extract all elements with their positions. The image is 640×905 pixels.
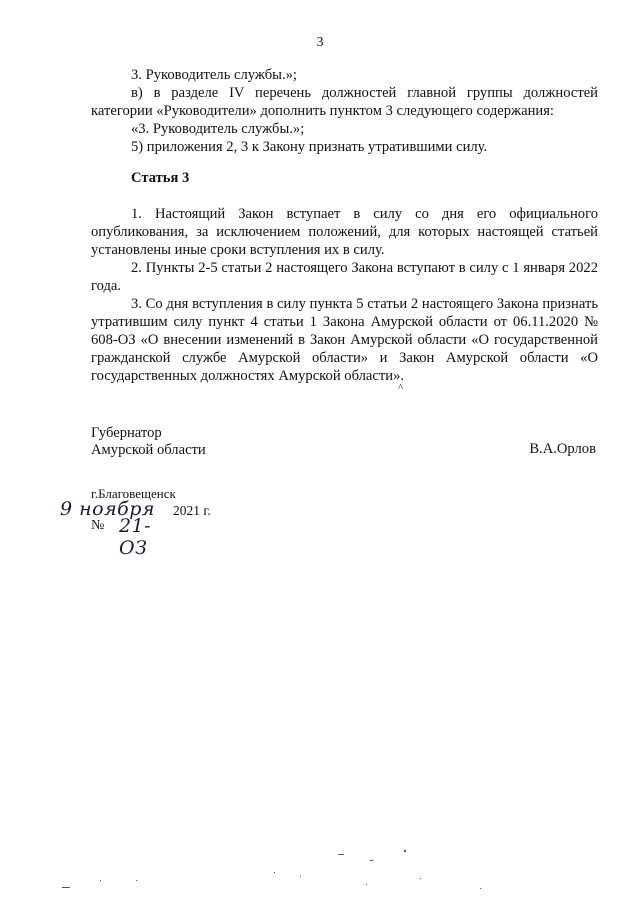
signatory-title-line-2: Амурской области bbox=[91, 442, 206, 458]
signatory-name: В.А.Орлов bbox=[529, 441, 596, 457]
handwritten-law-number: 21-ОЗ bbox=[119, 515, 152, 559]
handwritten-date: 9 ноября bbox=[60, 498, 156, 520]
continuation-line-2: в) в разделе IV перечень должностей главной группы должностей категории «Руководители» дополнить пунктом 3 следующего содержания: bbox=[91, 85, 598, 119]
number-sign: № bbox=[91, 518, 105, 533]
page-number: 3 bbox=[316, 35, 324, 50]
law-number-line bbox=[91, 515, 152, 559]
continuation-line-3: «3. Руководитель службы.»; bbox=[131, 121, 305, 137]
scan-specks bbox=[0, 840, 640, 900]
article-paragraph-2: 2. Пункты 2-5 статьи 2 настоящего Закона вступают в силу с 1 января 2022 года. bbox=[91, 260, 598, 294]
continuation-line-1: 3. Руководитель службы.»; bbox=[131, 67, 297, 83]
article-paragraph-3: 3. Со дня вступления в силу пункта 5 статьи 2 настоящего Закона признать утратившим силу пункт 4 статьи 1 Закона Амурской области от 06.11.2020 № 608-ОЗ «О внесении изменений в Закон Амурской области «О государственной гражданской службе Амурской области» и Закон Амурской области «О государственных должностях Амурской области». bbox=[91, 296, 598, 384]
article-body bbox=[91, 205, 598, 385]
continuation-block bbox=[91, 66, 598, 156]
continuation-line-4: 5) приложения 2, 3 к Закону признать утратившими силу. bbox=[131, 139, 488, 155]
signatory-title bbox=[91, 425, 206, 459]
signatory-title-line-1: Губернатор bbox=[91, 425, 162, 441]
article-heading: Статья 3 bbox=[131, 170, 190, 186]
article-paragraph-1: 1. Настоящий Закон вступает в силу со дня его официального опубликования, за исключением положений, для которых настоящей статьей установлены иные сроки вступления их в силу. bbox=[91, 206, 598, 258]
date-year: 2021 г. bbox=[173, 503, 211, 518]
stray-mark: ^ bbox=[398, 382, 404, 394]
place-of-signing: г.Благовещенск bbox=[91, 486, 176, 501]
